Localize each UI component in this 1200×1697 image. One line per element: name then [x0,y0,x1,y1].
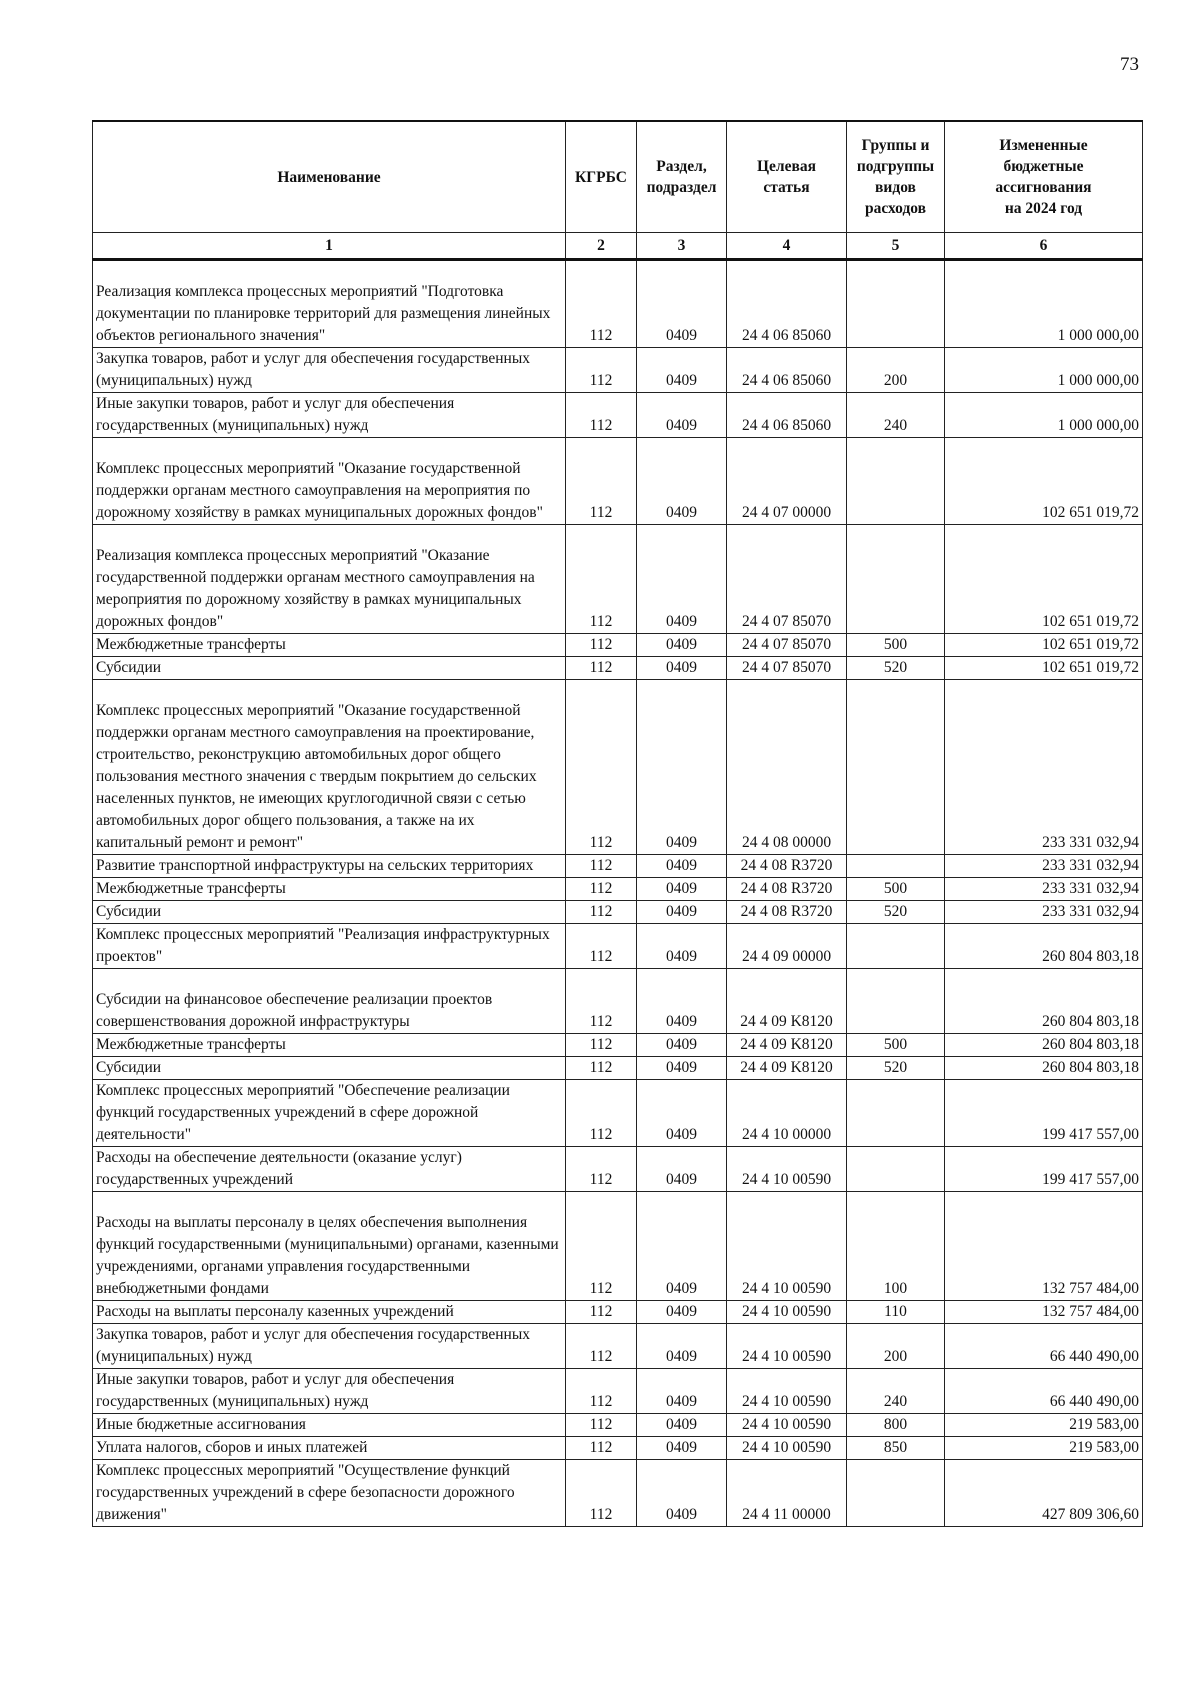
row-name: Иные закупки товаров, работ и услуг для обеспечения государственных (муниципальных) нужд [93,393,566,438]
column-number: 1 [93,233,566,260]
row-vid: 200 [847,1324,945,1369]
table-row [93,1369,1143,1414]
row-razdel: 0409 [637,260,727,348]
row-vid [847,680,945,855]
row-vid [847,1147,945,1192]
table-row [93,1301,1143,1324]
row-sum: 132 757 484,00 [945,1301,1143,1324]
column-number: 3 [637,233,727,260]
row-name: Расходы на обеспечение деятельности (оказание услуг) государственных учреждений [93,1147,566,1192]
row-kgrbs: 112 [566,1324,637,1369]
row-sum: 199 417 557,00 [945,1147,1143,1192]
row-sum: 1 000 000,00 [945,260,1143,348]
row-sum: 132 757 484,00 [945,1192,1143,1301]
row-name: Реализация комплекса процессных мероприятий "Подготовка документации по планировке территорий для размещения линейных объектов регионального значения" [93,260,566,348]
table-row [93,348,1143,393]
row-razdel: 0409 [637,657,727,680]
row-vid [847,969,945,1034]
column-number: 2 [566,233,637,260]
row-sum: 233 331 032,94 [945,855,1143,878]
row-statya: 24 4 09 K8120 [727,1034,847,1057]
row-statya: 24 4 09 K8120 [727,1057,847,1080]
row-kgrbs: 112 [566,901,637,924]
table-row [93,1437,1143,1460]
row-sum: 219 583,00 [945,1414,1143,1437]
row-vid: 240 [847,1369,945,1414]
row-kgrbs: 112 [566,1301,637,1324]
row-kgrbs: 112 [566,855,637,878]
table-row [93,1324,1143,1369]
row-kgrbs: 112 [566,525,637,634]
row-sum: 66 440 490,00 [945,1369,1143,1414]
table-row [93,657,1143,680]
row-vid: 500 [847,1034,945,1057]
row-sum: 260 804 803,18 [945,969,1143,1034]
table-row [93,855,1143,878]
page-number: 73 [1120,54,1139,75]
row-statya: 24 4 07 00000 [727,438,847,525]
row-kgrbs: 112 [566,1192,637,1301]
row-vid [847,1460,945,1527]
column-numbers-row [93,233,1143,260]
row-name: Субсидии [93,1057,566,1080]
row-vid [847,855,945,878]
row-kgrbs: 112 [566,1080,637,1147]
row-kgrbs: 112 [566,634,637,657]
row-name: Иные закупки товаров, работ и услуг для обеспечения государственных (муниципальных) нужд [93,1369,566,1414]
row-statya: 24 4 06 85060 [727,393,847,438]
row-razdel: 0409 [637,1324,727,1369]
row-statya: 24 4 07 85070 [727,525,847,634]
row-name: Развитие транспортной инфраструктуры на сельских территориях [93,855,566,878]
row-kgrbs: 112 [566,1034,637,1057]
row-sum: 102 651 019,72 [945,525,1143,634]
row-sum: 199 417 557,00 [945,1080,1143,1147]
row-sum: 233 331 032,94 [945,680,1143,855]
row-statya: 24 4 09 00000 [727,924,847,969]
header-name: Наименование [93,121,566,233]
row-razdel: 0409 [637,1369,727,1414]
row-statya: 24 4 06 85060 [727,348,847,393]
row-sum: 427 809 306,60 [945,1460,1143,1527]
row-statya: 24 4 06 85060 [727,260,847,348]
table-row [93,393,1143,438]
row-razdel: 0409 [637,878,727,901]
row-razdel: 0409 [637,1080,727,1147]
row-sum: 260 804 803,18 [945,1057,1143,1080]
row-razdel: 0409 [637,924,727,969]
table-row [93,878,1143,901]
row-razdel: 0409 [637,1057,727,1080]
row-vid: 240 [847,393,945,438]
row-razdel: 0409 [637,634,727,657]
row-name: Реализация комплекса процессных мероприятий "Оказание государственной поддержки органам местного самоуправления на мероприятия по дорожному хозяйству в рамках муниципальных дорожных фондов" [93,525,566,634]
row-name: Уплата налогов, сборов и иных платежей [93,1437,566,1460]
row-name: Комплекс процессных мероприятий "Осуществление функций государственных учреждений в сфере безопасности дорожного движения" [93,1460,566,1527]
budget-table [92,120,1143,1527]
row-razdel: 0409 [637,1147,727,1192]
row-name: Расходы на выплаты персоналу казенных учреждений [93,1301,566,1324]
row-name: Субсидии на финансовое обеспечение реализации проектов совершенствования дорожной инфраструктуры [93,969,566,1034]
row-name: Комплекс процессных мероприятий "Реализация инфраструктурных проектов" [93,924,566,969]
row-statya: 24 4 10 00590 [727,1147,847,1192]
row-vid [847,1080,945,1147]
row-razdel: 0409 [637,855,727,878]
row-name: Комплекс процессных мероприятий "Оказание государственной поддержки органам местного самоуправления на мероприятия по дорожному хозяйству в рамках муниципальных дорожных фондов" [93,438,566,525]
row-sum: 260 804 803,18 [945,924,1143,969]
row-sum: 219 583,00 [945,1437,1143,1460]
row-kgrbs: 112 [566,1414,637,1437]
row-statya: 24 4 08 R3720 [727,878,847,901]
table-row [93,1080,1143,1147]
row-vid [847,525,945,634]
table-row [93,1414,1143,1437]
table-row [93,1034,1143,1057]
row-vid: 520 [847,1057,945,1080]
table-row [93,634,1143,657]
table-row [93,924,1143,969]
row-statya: 24 4 09 K8120 [727,969,847,1034]
row-statya: 24 4 10 00590 [727,1414,847,1437]
row-kgrbs: 112 [566,1437,637,1460]
row-sum: 66 440 490,00 [945,1324,1143,1369]
row-statya: 24 4 10 00590 [727,1437,847,1460]
row-name: Закупка товаров, работ и услуг для обеспечения государственных (муниципальных) нужд [93,348,566,393]
table-row [93,525,1143,634]
row-statya: 24 4 08 R3720 [727,901,847,924]
row-statya: 24 4 11 00000 [727,1460,847,1527]
row-razdel: 0409 [637,680,727,855]
row-statya: 24 4 07 85070 [727,657,847,680]
row-sum: 233 331 032,94 [945,901,1143,924]
row-razdel: 0409 [637,1034,727,1057]
row-statya: 24 4 10 00590 [727,1324,847,1369]
row-name: Комплекс процессных мероприятий "Обеспечение реализации функций государственных учреждений в сфере дорожной деятельности" [93,1080,566,1147]
row-kgrbs: 112 [566,680,637,855]
row-razdel: 0409 [637,1437,727,1460]
row-statya: 24 4 08 00000 [727,680,847,855]
table-row [93,1057,1143,1080]
table-row [93,680,1143,855]
row-vid: 200 [847,348,945,393]
row-statya: 24 4 10 00000 [727,1080,847,1147]
row-razdel: 0409 [637,525,727,634]
table-row [93,260,1143,348]
row-vid: 850 [847,1437,945,1460]
row-sum: 102 651 019,72 [945,634,1143,657]
row-name: Субсидии [93,901,566,924]
row-statya: 24 4 07 85070 [727,634,847,657]
row-statya: 24 4 08 R3720 [727,855,847,878]
row-kgrbs: 112 [566,438,637,525]
row-statya: 24 4 10 00590 [727,1301,847,1324]
row-name: Закупка товаров, работ и услуг для обеспечения государственных (муниципальных) нужд [93,1324,566,1369]
row-razdel: 0409 [637,438,727,525]
table-row [93,1147,1143,1192]
row-razdel: 0409 [637,901,727,924]
row-name: Расходы на выплаты персоналу в целях обеспечения выполнения функций государственными (муниципальными) органами, казенными учреждениями, органами управления государственными внебюджетными фондами [93,1192,566,1301]
row-vid [847,438,945,525]
row-vid: 800 [847,1414,945,1437]
row-name: Субсидии [93,657,566,680]
table-row [93,1192,1143,1301]
row-razdel: 0409 [637,1414,727,1437]
header-statya: Целевая статья [727,121,847,233]
row-vid: 500 [847,878,945,901]
row-kgrbs: 112 [566,878,637,901]
row-kgrbs: 112 [566,969,637,1034]
row-kgrbs: 112 [566,1147,637,1192]
table-row [93,1460,1143,1527]
row-name: Межбюджетные трансферты [93,1034,566,1057]
row-kgrbs: 112 [566,1369,637,1414]
table-row [93,969,1143,1034]
header-razdel: Раздел, подраздел [637,121,727,233]
row-vid: 110 [847,1301,945,1324]
row-sum: 102 651 019,72 [945,438,1143,525]
row-name: Межбюджетные трансферты [93,634,566,657]
row-vid: 500 [847,634,945,657]
row-sum: 1 000 000,00 [945,348,1143,393]
table-row [93,901,1143,924]
row-statya: 24 4 10 00590 [727,1192,847,1301]
row-kgrbs: 112 [566,393,637,438]
row-name: Комплекс процессных мероприятий "Оказание государственной поддержки органам местного самоуправления на проектирование, строительство, реконструкцию автомобильных дорог общего пользования местного значения с твердым покрытием до сельских населенных пунктов, не имеющих круглогодичной связи с сетью автомобильных дорог общего пользования, а также на их капитальный ремонт и ремонт" [93,680,566,855]
row-sum: 102 651 019,72 [945,657,1143,680]
row-statya: 24 4 10 00590 [727,1369,847,1414]
row-kgrbs: 112 [566,348,637,393]
row-name: Иные бюджетные ассигнования [93,1414,566,1437]
row-razdel: 0409 [637,393,727,438]
table-header-row [93,121,1143,233]
header-sum: Измененные бюджетные ассигнования на 2024 год [945,121,1143,233]
row-vid: 100 [847,1192,945,1301]
row-razdel: 0409 [637,1301,727,1324]
row-kgrbs: 112 [566,260,637,348]
row-sum: 260 804 803,18 [945,1034,1143,1057]
header-vid: Группы и подгруппы видов расходов [847,121,945,233]
table-row [93,438,1143,525]
row-sum: 233 331 032,94 [945,878,1143,901]
header-kgrbs: КГРБС [566,121,637,233]
row-kgrbs: 112 [566,924,637,969]
row-razdel: 0409 [637,1192,727,1301]
row-razdel: 0409 [637,969,727,1034]
row-vid [847,260,945,348]
column-number: 4 [727,233,847,260]
column-number: 6 [945,233,1143,260]
row-kgrbs: 112 [566,657,637,680]
row-razdel: 0409 [637,1460,727,1527]
row-vid: 520 [847,901,945,924]
row-sum: 1 000 000,00 [945,393,1143,438]
row-name: Межбюджетные трансферты [93,878,566,901]
row-kgrbs: 112 [566,1057,637,1080]
row-vid: 520 [847,657,945,680]
row-vid [847,924,945,969]
column-number: 5 [847,233,945,260]
row-razdel: 0409 [637,348,727,393]
row-kgrbs: 112 [566,1460,637,1527]
